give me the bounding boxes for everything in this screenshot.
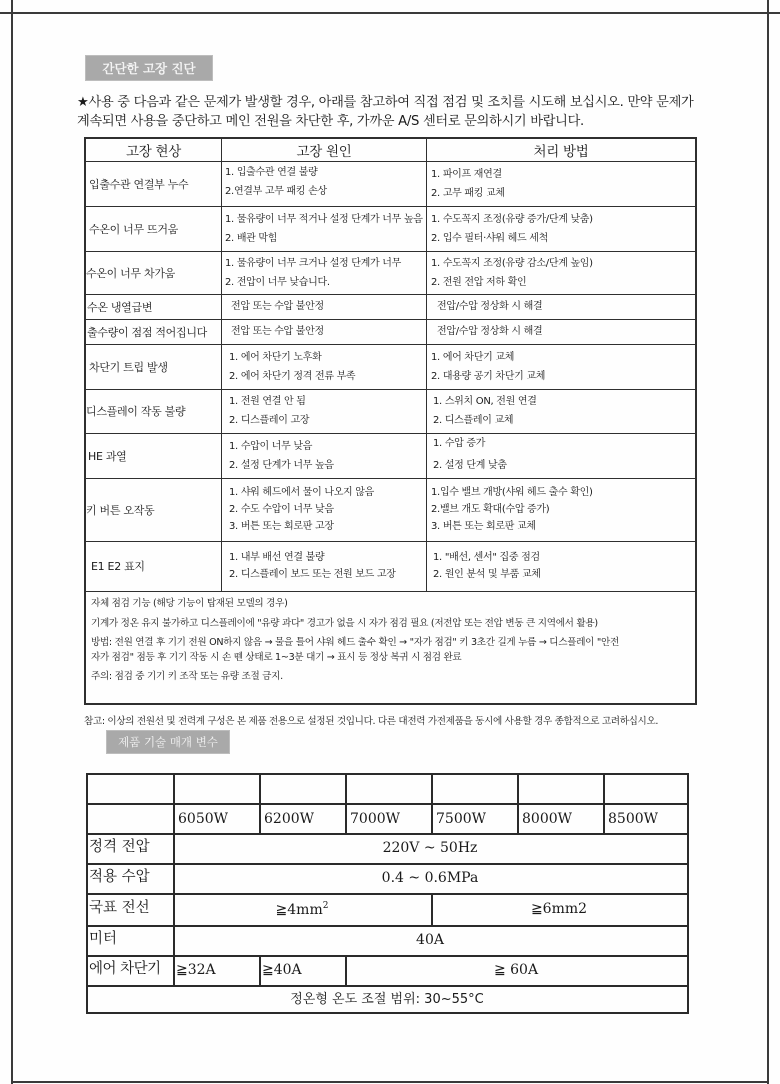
model-7000w: 7000W — [350, 811, 401, 827]
troubleshooting-table — [84, 137, 697, 705]
intro-text-line-2: 계속되면 사용을 중단하고 메인 전원을 차단한 후, 가까운 A/S 센터로 문의하시기 바랍니다. — [77, 114, 584, 129]
fix-text: 2.밸브 개도 확대(수압 증가) — [431, 504, 550, 515]
section-title-diagnosis: 간단한 고장 진단 — [85, 55, 213, 81]
page-frame-left — [11, 0, 13, 1084]
symptom-text: 키 버튼 오작동 — [86, 503, 155, 517]
value-wire-a-text: ≧4mm — [275, 902, 323, 918]
cause-text: 2. 디스플레이 고장 — [229, 415, 310, 426]
page-frame-bottom — [11, 1081, 769, 1083]
spec-grid-line — [88, 833, 687, 835]
fix-cell — [427, 162, 695, 206]
cause-cell — [222, 345, 427, 389]
fix-text: 2. 전원 전압 저하 확인 — [431, 276, 527, 288]
spec-grid-line — [88, 925, 687, 927]
fix-text: 전압/수압 정상화 시 해결 — [437, 301, 543, 312]
symptom-cell — [86, 207, 222, 251]
cause-text: 1. 샤워 헤드에서 물이 나오지 않음 — [229, 487, 375, 498]
cause-text: 2.연결부 고무 패킹 손상 — [225, 186, 327, 197]
header-cause-label: 고장 원인 — [296, 144, 352, 160]
table-row — [86, 542, 695, 592]
spec-grid-line — [88, 803, 687, 805]
symptom-text: 차단기 트립 발생 — [89, 360, 168, 374]
cause-text: 1. 전원 연결 안 됨 — [229, 396, 306, 407]
fix-text: 1. 수도꼭지 조정(유량 감소/단계 높임) — [431, 257, 593, 269]
spec-grid-line — [345, 775, 347, 833]
spec-grid-line — [431, 893, 433, 925]
section-title-spec: 제품 기술 매개 변수 — [106, 730, 230, 754]
cause-text: 1. 물유량이 너무 크거나 설정 단계가 너무 — [225, 257, 401, 269]
spec-grid-line — [259, 955, 261, 985]
header-fix — [427, 139, 695, 161]
fix-text: 1. 파이프 재연결 — [431, 168, 502, 180]
symptom-cell — [86, 345, 222, 389]
cause-text: 2. 수도 수압이 너무 낮음 — [229, 504, 334, 515]
cause-text: 전압 또는 수압 불안정 — [231, 326, 324, 337]
fix-text: 1. 수도꼭지 조정(유량 증가/단계 낮춤) — [431, 213, 593, 225]
cause-cell — [222, 390, 427, 433]
model-6050w: 6050W — [178, 811, 229, 827]
cause-cell — [222, 542, 427, 591]
symptom-cell — [86, 320, 222, 344]
fix-text: 1.입수 밸브 개방(샤워 헤드 출수 확인) — [431, 487, 593, 498]
temperature-range: 정온형 온도 조절 범위: 30~55°C — [290, 992, 484, 1007]
fix-cell — [427, 542, 695, 591]
cause-cell — [222, 320, 427, 344]
value-meter: 40A — [416, 932, 444, 948]
table-row — [86, 434, 695, 479]
cause-text: 1. 내부 배선 연결 불량 — [229, 552, 325, 563]
self-check-section — [86, 592, 695, 703]
symptom-cell — [86, 252, 222, 294]
symptom-text: 수온이 너무 뜨거움 — [89, 222, 179, 236]
fix-text: 1. 스위치 ON, 전원 연결 — [433, 396, 537, 407]
label-wire: 국표 전선 — [89, 900, 150, 916]
page-frame-right — [767, 0, 769, 1084]
header-symptom — [86, 139, 222, 161]
self-check-condition: 기계가 정온 유지 불가하고 디스플레이에 "유량 과다" 경고가 없을 시 자가 점검 필요 (저전압 또는 전압 변동 큰 지역에서 활용) — [91, 617, 598, 629]
cause-text: 1. 수압이 너무 낮음 — [229, 440, 313, 452]
cause-cell — [222, 207, 427, 251]
fix-text: 2. 입수 필터·샤워 헤드 세척 — [431, 232, 548, 244]
self-check-method-line-2: 자가 점검" 점등 후 기기 작동 시 손 뗀 상태로 1~3분 대기 → 표시 등 정상 복귀 시 점검 완료 — [91, 651, 462, 663]
symptom-cell — [86, 479, 222, 541]
cause-text: 2. 디스플레이 보드 또는 전원 보드 고장 — [229, 569, 396, 580]
fix-text: 3. 버튼 또는 회로판 교체 — [431, 521, 536, 532]
label-water-pressure: 적용 수압 — [89, 869, 150, 885]
spec-grid-line — [88, 893, 687, 895]
power-note: 참고: 이상의 전원선 및 전력계 구성은 본 제품 전용으로 설정된 것입니다. 다른 대전력 가전제품을 동시에 사용할 경우 종합적으로 고려하십시오. — [84, 716, 659, 727]
label-meter: 미터 — [89, 931, 118, 947]
cause-text: 2. 배관 막힘 — [225, 232, 278, 244]
intro-text-line-1: ★사용 중 다음과 같은 문제가 발생할 경우, 아래를 참고하여 직접 점검 및 조치를 시도해 보십시오. 만약 문제가 — [77, 95, 694, 110]
fix-cell — [427, 295, 695, 319]
symptom-cell — [86, 295, 222, 319]
symptom-text: 출수량이 점점 적어집니다 — [87, 325, 207, 339]
symptom-text: 수온이 너무 차가움 — [86, 266, 176, 280]
symptom-cell — [86, 434, 222, 478]
cause-cell — [222, 162, 427, 206]
fix-cell — [427, 390, 695, 433]
fix-cell — [427, 320, 695, 344]
table-header-row — [86, 139, 695, 162]
table-row — [86, 252, 695, 295]
value-wire-a-superscript: 2 — [322, 901, 329, 911]
spec-grid-line — [88, 863, 687, 865]
table-row — [86, 345, 695, 390]
spec-grid-line — [259, 775, 261, 833]
symptom-text: 디스플레이 작동 불량 — [86, 405, 186, 418]
cause-text: 2. 설정 단계가 너무 높음 — [229, 459, 334, 471]
page-frame-top — [0, 12, 780, 14]
value-rated-voltage: 220V ~ 50Hz — [382, 840, 478, 856]
fix-text: 2. 디스플레이 교체 — [433, 415, 514, 426]
symptom-cell — [86, 390, 222, 433]
header-fix-label: 처리 방법 — [533, 144, 589, 160]
cause-cell — [222, 295, 427, 319]
spec-grid-line — [88, 955, 687, 957]
model-6200w: 6200W — [264, 811, 315, 827]
fix-text: 1. 수압 증가 — [433, 438, 486, 449]
model-7500w: 7500W — [436, 811, 487, 827]
fix-cell — [427, 434, 695, 478]
spec-grid-line — [88, 985, 687, 987]
fix-text: 2. 고무 패킹 교체 — [431, 187, 505, 199]
value-breaker-b: ≧40A — [262, 962, 302, 978]
self-check-caution: 주의: 점검 중 기기 키 조작 또는 유량 조절 금지. — [91, 671, 283, 683]
cause-text: 1. 물유량이 너무 적거나 설정 단계가 너무 높음 — [225, 213, 423, 225]
fix-text: 2. 대용량 공기 차단기 교체 — [431, 370, 546, 382]
symptom-text: 수온 냉열급변 — [87, 300, 153, 314]
table-row — [86, 390, 695, 434]
cause-text: 3. 버튼 또는 회로판 고장 — [229, 521, 334, 532]
header-symptom-label: 고장 현상 — [126, 144, 181, 160]
label-rated-voltage: 정격 전압 — [89, 839, 150, 855]
cause-text: 1. 입출수관 연결 불량 — [225, 167, 318, 178]
cause-cell — [222, 434, 427, 478]
value-wire-b: ≧6mm2 — [530, 901, 588, 917]
self-check-method-line-1: 방법: 전원 연결 후 기기 전원 ON하지 않음 → 물을 틀어 샤워 헤드 출수 확인 → "자가 점검" 키 3초간 길게 누름 → 디스플레이 "안전 — [91, 637, 619, 649]
cause-cell — [222, 479, 427, 541]
table-row — [86, 479, 695, 542]
cause-text: 1. 에어 차단기 노후화 — [229, 351, 322, 363]
model-8500w: 8500W — [608, 811, 659, 827]
spec-grid-line — [431, 775, 433, 833]
value-wire-a — [276, 902, 329, 917]
cause-text: 2. 에어 차단기 정격 전류 부족 — [229, 370, 356, 382]
fix-text: 전압/수압 정상화 시 해결 — [437, 326, 543, 337]
label-breaker: 에어 차단기 — [89, 961, 161, 977]
value-water-pressure: 0.4 ~ 0.6MPa — [381, 870, 479, 886]
fix-text: 2. 원인 분석 및 부품 교체 — [433, 569, 541, 580]
symptom-text: 입출수관 연결부 누수 — [89, 177, 189, 191]
fix-cell — [427, 479, 695, 541]
table-row — [86, 320, 695, 345]
fix-text: 1. 에어 차단기 교체 — [431, 351, 515, 363]
model-8000w: 8000W — [522, 811, 573, 827]
fix-text: 2. 설정 단계 낮춤 — [433, 460, 507, 471]
cause-cell — [222, 252, 427, 294]
spec-grid-line — [517, 775, 519, 833]
symptom-cell — [86, 162, 222, 206]
cause-text: 2. 전압이 너무 낮습니다. — [225, 276, 330, 288]
spec-grid-line — [603, 775, 605, 833]
spec-grid-line — [173, 775, 175, 985]
symptom-text: HE 과열 — [88, 449, 127, 463]
cause-text: 전압 또는 수압 불안정 — [231, 301, 324, 312]
fix-text: 1. "배선, 센서" 집중 점검 — [433, 552, 540, 563]
fix-cell — [427, 252, 695, 294]
spec-table — [86, 773, 689, 1014]
table-row — [86, 295, 695, 320]
fix-cell — [427, 207, 695, 251]
spec-grid-line — [345, 955, 347, 985]
symptom-cell — [86, 542, 222, 591]
table-row — [86, 207, 695, 252]
self-check-title: 자체 점검 기능 (해당 기능이 탑재된 모델의 경우) — [91, 598, 288, 609]
value-breaker-c: ≧ 60A — [493, 962, 539, 978]
header-cause — [222, 139, 427, 161]
value-breaker-a: ≧32A — [176, 962, 216, 978]
fix-cell — [427, 345, 695, 389]
table-row — [86, 162, 695, 207]
symptom-text: E1 E2 표지 — [91, 560, 145, 573]
